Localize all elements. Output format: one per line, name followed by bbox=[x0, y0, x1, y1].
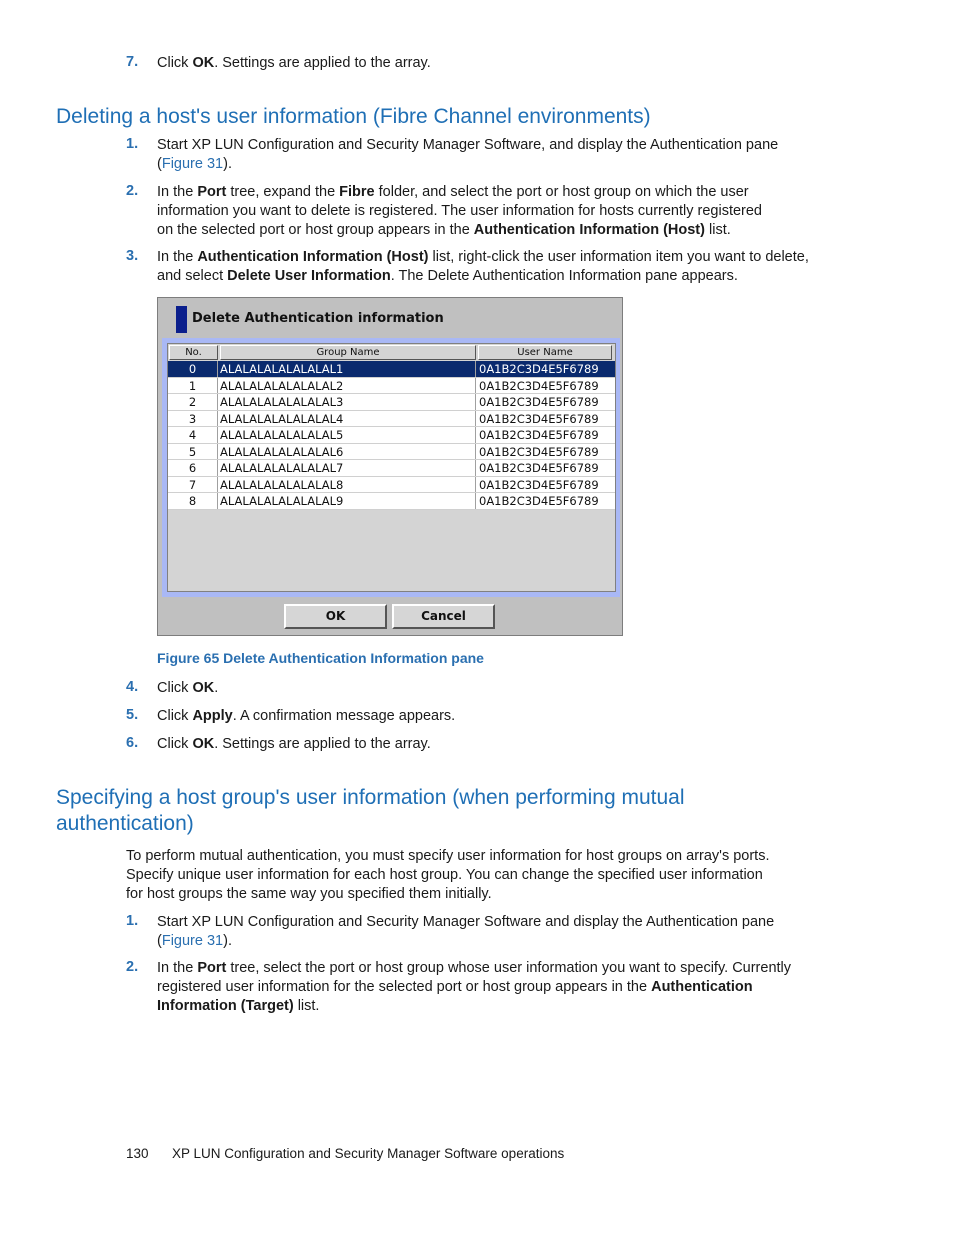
table-row[interactable] bbox=[168, 444, 615, 461]
step-text: In the Authentication Information (Host) list, right-click the user information item you want to delete, and select Delete User Information. The Delete Authentication Information pane appears. bbox=[157, 249, 809, 284]
step-text: Click OK. Settings are applied to the array. bbox=[157, 736, 431, 752]
title-accent-bar bbox=[176, 306, 187, 333]
cell-group-name: ALALALALALALALAL9 bbox=[218, 493, 476, 509]
cell-user-name: 0A1B2C3D4E5F6789 bbox=[479, 362, 599, 376]
cell-no: 4 bbox=[168, 427, 218, 443]
cell-user-name: 0A1B2C3D4E5F6789 bbox=[479, 444, 599, 459]
cell-user-name: 0A1B2C3D4E5F6789 bbox=[479, 494, 599, 508]
cell-no: 2 bbox=[168, 394, 218, 410]
table-row[interactable] bbox=[168, 477, 615, 494]
cancel-button[interactable]: Cancel bbox=[392, 604, 495, 629]
table-row[interactable] bbox=[168, 411, 615, 428]
authentication-table bbox=[167, 343, 616, 592]
step-number: 1. bbox=[126, 913, 139, 929]
cell-group-name: ALALALALALALALAL4 bbox=[218, 411, 476, 427]
table-row[interactable] bbox=[168, 427, 615, 444]
cell-user-name: 0A1B2C3D4E5F6789 bbox=[479, 378, 599, 393]
step-text: Click OK. bbox=[157, 680, 219, 696]
cell-no: 8 bbox=[168, 493, 218, 509]
step-number: 4. bbox=[126, 679, 139, 695]
cell-no: 1 bbox=[168, 378, 218, 394]
ok-button[interactable]: OK bbox=[284, 604, 387, 629]
figure-caption: Figure 65 Delete Authentication Information pane bbox=[157, 650, 484, 666]
step-text: Start XP LUN Configuration and Security Manager Software and display the Authentication pane (Figure 31). bbox=[157, 914, 775, 949]
table-row[interactable] bbox=[168, 493, 615, 510]
table-row[interactable] bbox=[168, 378, 615, 395]
column-header-user-name[interactable]: User Name bbox=[478, 345, 612, 360]
step-number: 1. bbox=[126, 136, 139, 152]
step-text: Click Apply. A confirmation message appears. bbox=[157, 708, 456, 724]
cell-group-name: ALALALALALALALAL7 bbox=[218, 460, 476, 476]
cell-group-name: ALALALALALALALAL8 bbox=[218, 477, 476, 493]
table-row[interactable] bbox=[168, 394, 615, 411]
column-header-no[interactable]: No. bbox=[169, 345, 218, 360]
cell-group-name: ALALALALALALALAL2 bbox=[218, 378, 476, 394]
page-number: 130 bbox=[126, 1146, 149, 1161]
cell-group-name: ALALALALALALALAL1 bbox=[218, 361, 476, 377]
step-number: 7. bbox=[126, 54, 139, 70]
step-text: In the Port tree, select the port or host group whose user information you want to specify. Currently registered user information for the selected port or host group appears in the Authentication Information (Target) list. bbox=[157, 960, 792, 1014]
step-text: Click OK. Settings are applied to the array. bbox=[157, 55, 431, 71]
step-text: In the Port tree, expand the Fibre folder, and select the port or host group on which the user information you want to delete is registered. The user information for hosts currently registered on the selected port or host group appears in the Authentication Information (Host) list. bbox=[157, 184, 762, 238]
table-frame bbox=[162, 338, 620, 597]
table-row[interactable] bbox=[168, 460, 615, 477]
column-header-group-name[interactable]: Group Name bbox=[220, 345, 476, 360]
step-number: 2. bbox=[126, 959, 139, 975]
dialog-title: Delete Authentication information bbox=[192, 311, 444, 326]
cell-user-name: 0A1B2C3D4E5F6789 bbox=[479, 461, 599, 475]
cell-no: 0 bbox=[168, 361, 218, 377]
cell-group-name: ALALALALALALALAL3 bbox=[218, 394, 476, 410]
intro-paragraph: To perform mutual authentication, you must specify user information for host groups on array's ports. Specify unique user information for each host group. You can change the specified user information for host groups the same way you specified them initially. bbox=[126, 848, 770, 902]
cell-user-name: 0A1B2C3D4E5F6789 bbox=[479, 428, 599, 442]
table-row[interactable] bbox=[168, 361, 615, 378]
footer-title: XP LUN Configuration and Security Manager Software operations bbox=[172, 1146, 565, 1161]
delete-authentication-dialog bbox=[157, 297, 623, 636]
cell-no: 3 bbox=[168, 411, 218, 427]
section-heading: Deleting a host's user information (Fibre Channel environments) bbox=[56, 105, 651, 128]
cell-group-name: ALALALALALALALAL6 bbox=[218, 444, 476, 460]
table-body bbox=[168, 361, 615, 510]
cell-no: 7 bbox=[168, 477, 218, 493]
step-number: 2. bbox=[126, 183, 139, 199]
step-number: 3. bbox=[126, 248, 139, 264]
step-text: Start XP LUN Configuration and Security Manager Software, and display the Authentication pane (Figure 31). bbox=[157, 137, 779, 172]
cell-no: 5 bbox=[168, 444, 218, 460]
cell-no: 6 bbox=[168, 460, 218, 476]
figure-link[interactable]: Figure 31 bbox=[161, 156, 224, 172]
step-number: 6. bbox=[126, 735, 139, 751]
section-heading: Specifying a host group's user information (when performing mutual authentication) bbox=[56, 786, 685, 835]
figure-link[interactable]: Figure 31 bbox=[161, 933, 224, 949]
cell-user-name: 0A1B2C3D4E5F6789 bbox=[479, 395, 599, 409]
cell-user-name: 0A1B2C3D4E5F6789 bbox=[479, 477, 599, 492]
cell-group-name: ALALALALALALALAL5 bbox=[218, 427, 476, 443]
cell-user-name: 0A1B2C3D4E5F6789 bbox=[479, 411, 599, 426]
step-number: 5. bbox=[126, 707, 139, 723]
